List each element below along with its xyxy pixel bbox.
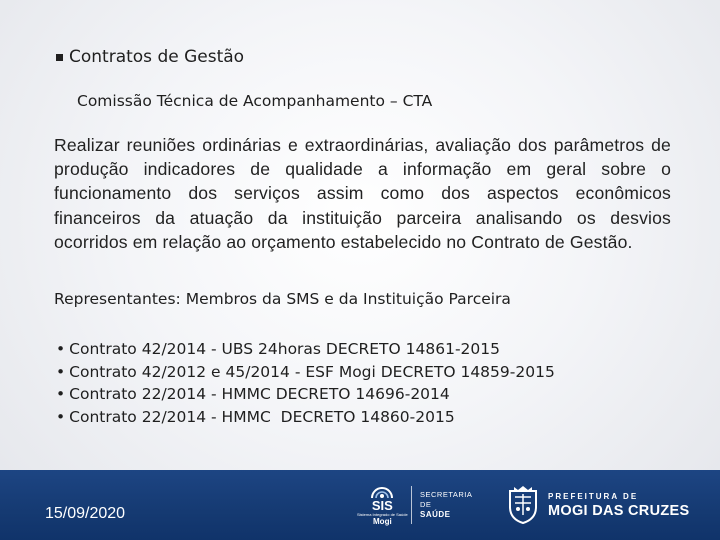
prefeitura-line2: MOGI DAS CRUZES xyxy=(548,503,690,519)
footer-date: 15/09/2020 xyxy=(45,505,126,522)
sis-logo-title: SIS xyxy=(371,497,393,513)
city-crest-icon xyxy=(506,485,540,525)
slide-heading xyxy=(56,47,244,67)
contract-text: Contrato 22/2014 - HMMC DECRETO 14860-2015 xyxy=(69,408,455,427)
bullet-icon: • xyxy=(56,385,66,404)
prefeitura-logo xyxy=(506,480,689,530)
slide-subheading: Comissão Técnica de Acompanhamento – CTA xyxy=(77,92,433,110)
secretaria-line2: DE xyxy=(420,500,432,509)
sis-logo-city: Mogi xyxy=(373,516,392,526)
logo-divider xyxy=(411,486,412,524)
heading-text: Contratos de Gestão xyxy=(69,47,245,67)
list-item xyxy=(56,383,555,406)
slide-body-paragraph: Realizar reuniões ordinárias e extraordinárias, avaliação dos parâmetros de produção indicadores de qualidade a informação em geral sobre o funcionamento dos serviços assim como dos aspectos econômicos financeiros da atuação da instituição parceira analisando os desvios ocorridos em relação ao orçamento estabelecido no Contrato de Gestão. xyxy=(54,135,671,252)
prefeitura-line1: PREFEITURA DE xyxy=(548,492,639,501)
secretaria-line3: SAÚDE xyxy=(420,510,451,519)
list-item xyxy=(56,338,555,361)
bullet-icon: • xyxy=(56,408,66,427)
sis-logo xyxy=(357,480,408,530)
secretaria-logo xyxy=(411,480,472,530)
contract-text: Contrato 42/2012 e 45/2014 - ESF Mogi DECRETO 14859-2015 xyxy=(69,362,555,381)
contracts-list xyxy=(56,338,555,429)
sis-logo-icon xyxy=(369,485,395,499)
sis-logo-tagline: Sistema Integrado de Saúde xyxy=(357,511,408,517)
bullet-icon: • xyxy=(56,362,66,381)
list-item xyxy=(56,361,555,384)
secretaria-line1: SECRETARIA xyxy=(420,490,473,499)
contract-text: Contrato 22/2014 - HMMC DECRETO 14696-2014 xyxy=(69,385,450,404)
list-item xyxy=(56,406,555,429)
contract-text: Contrato 42/2014 - UBS 24horas DECRETO 14861-2015 xyxy=(69,340,500,358)
representatives-text: Representantes: Membros da SMS e da Instituição Parceira xyxy=(54,290,511,308)
bullet-icon: • xyxy=(56,340,66,358)
square-bullet-icon xyxy=(56,54,63,61)
